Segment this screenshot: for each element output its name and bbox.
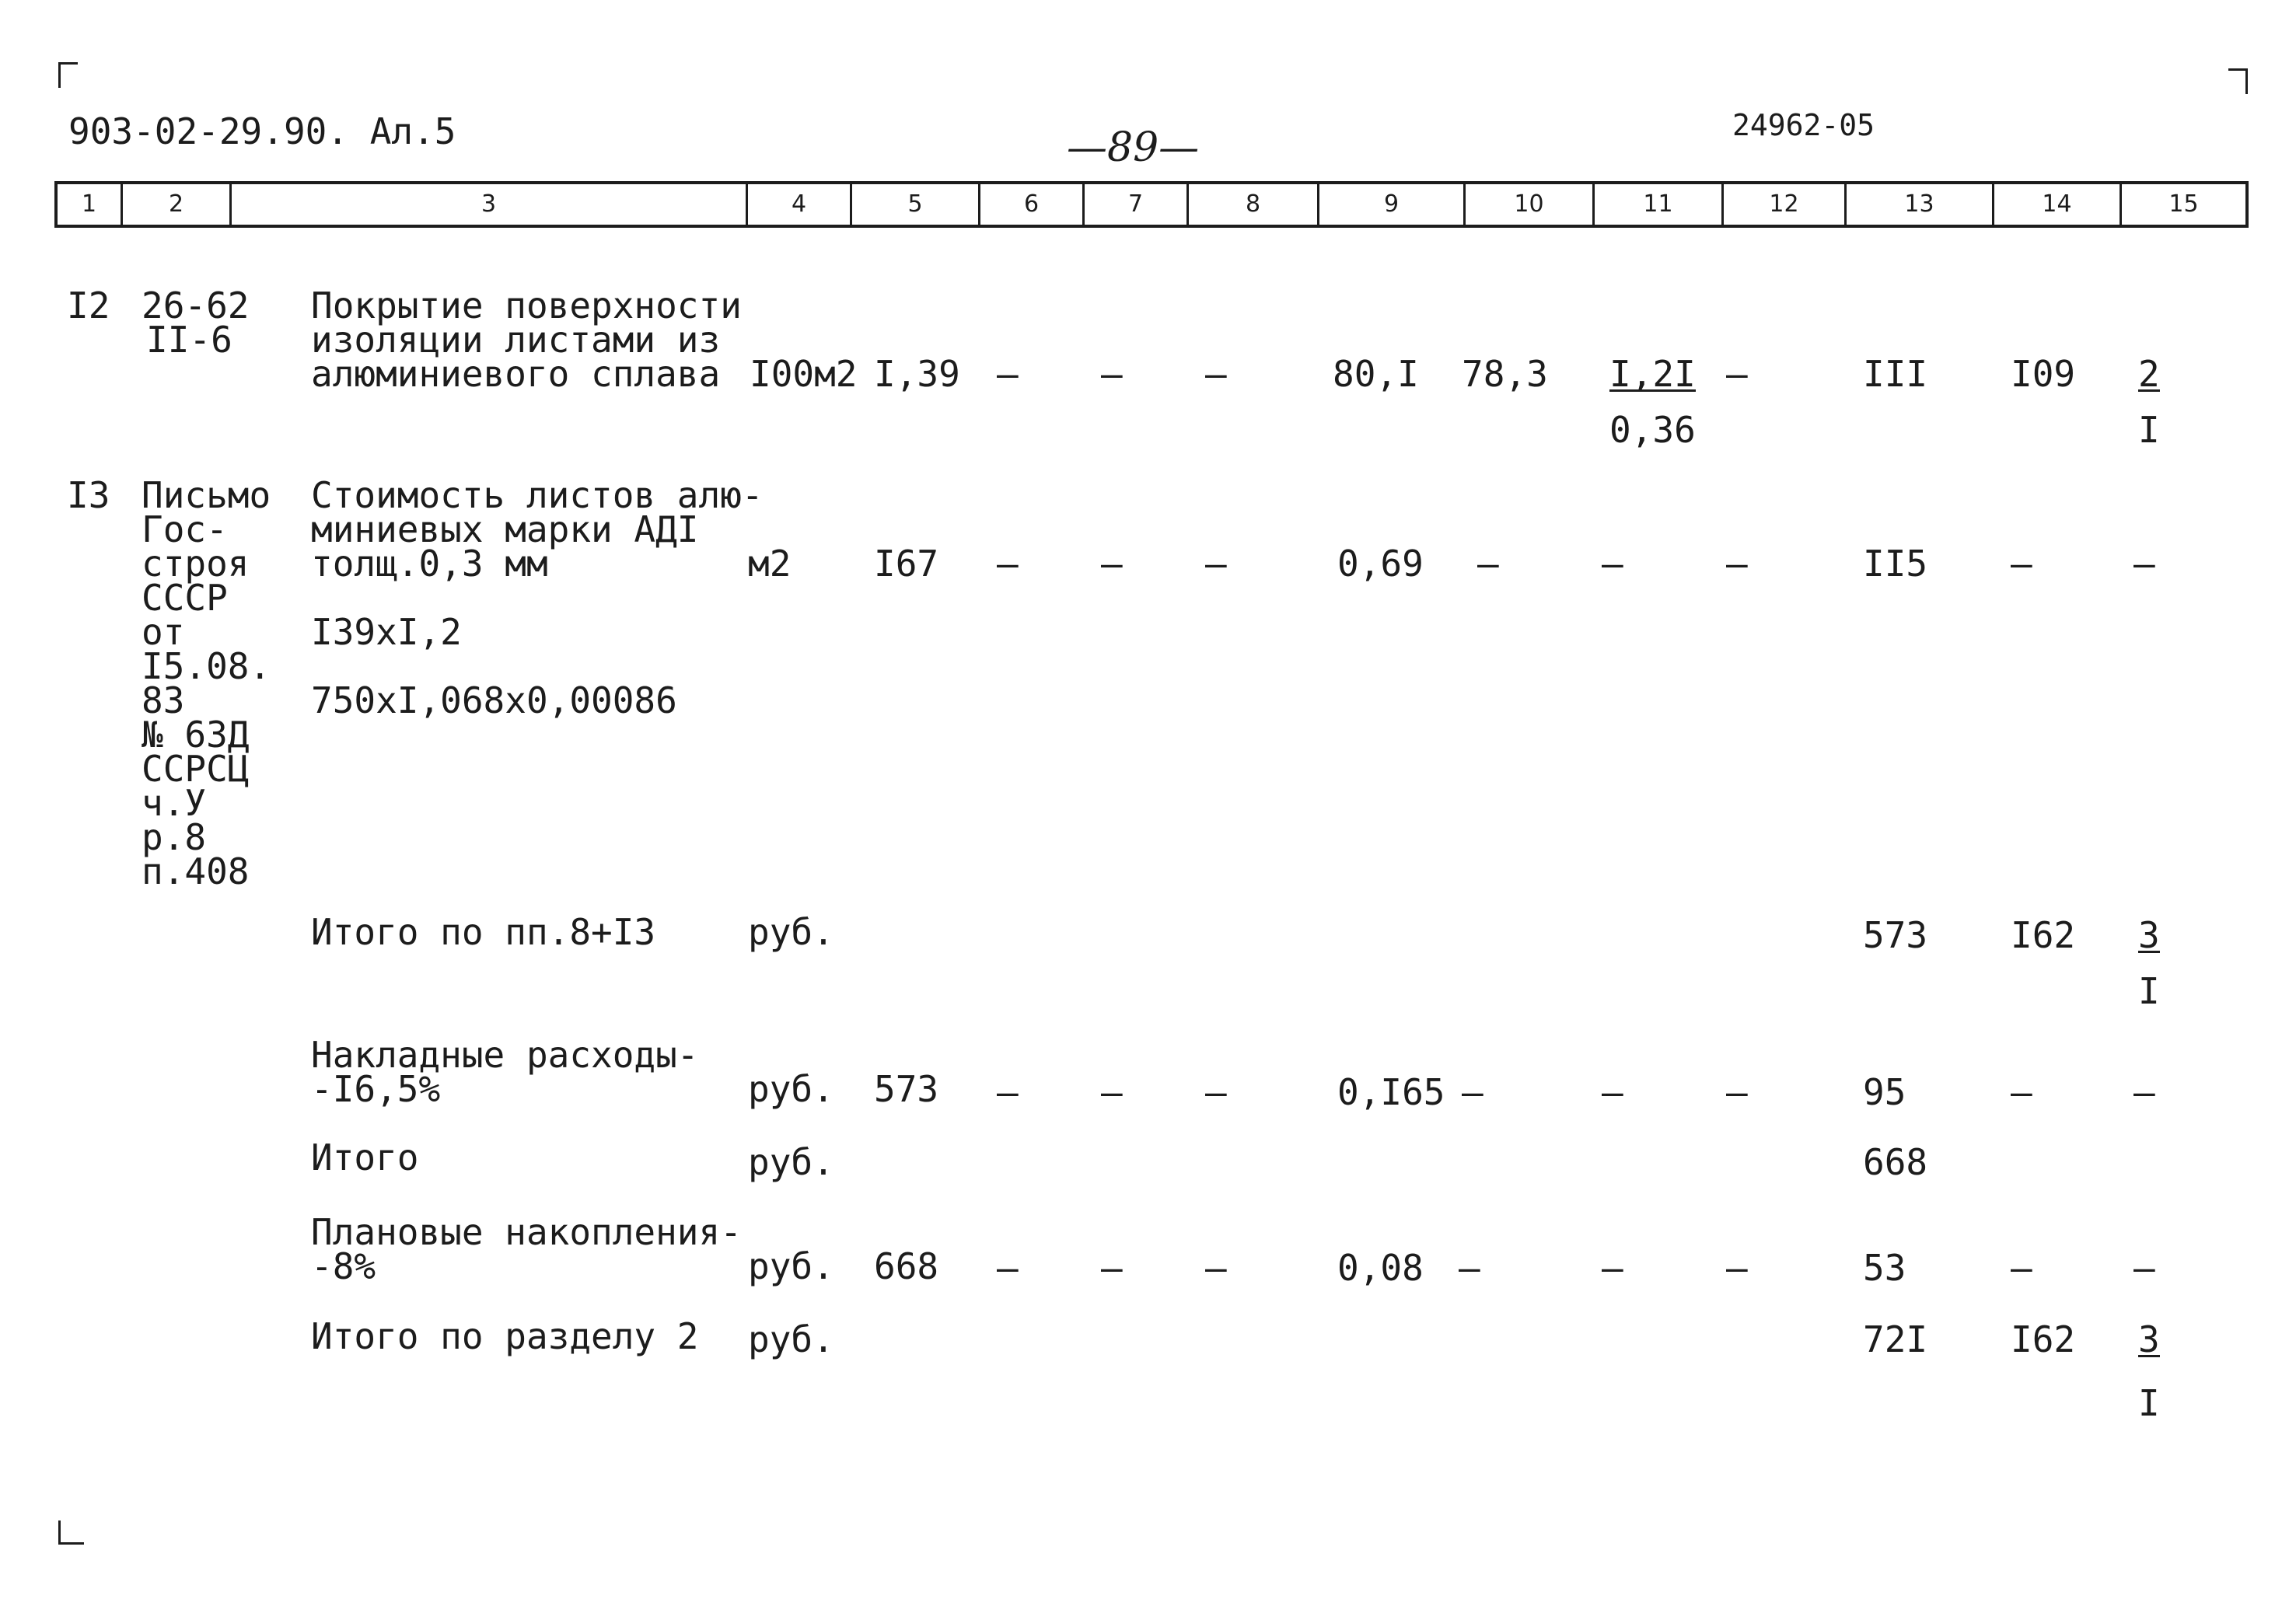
cell-col8: – — [1205, 1071, 1227, 1113]
cell-col10: – — [1462, 1071, 1483, 1113]
unit: руб. — [748, 1245, 834, 1287]
cell-col13: 573 — [1863, 914, 1928, 956]
cell-col8: – — [1205, 1247, 1227, 1289]
cell-col10: – — [1477, 543, 1499, 585]
cell-col15-second: I — [2138, 1382, 2160, 1424]
description: алюминиевого сплава — [311, 353, 721, 395]
reference: 26-62 — [142, 285, 250, 326]
cell-col7: – — [1101, 1071, 1123, 1113]
row-number: I2 — [67, 285, 110, 326]
reference: Письмо — [142, 474, 271, 516]
reference: ч.У — [142, 782, 207, 824]
cell-col15: – — [2133, 1071, 2155, 1113]
cell-col11-value: I,2I — [1609, 353, 1696, 395]
cell-col14: I62 — [2011, 1318, 2076, 1360]
cell-col14: I09 — [2011, 353, 2076, 395]
cell-col10: – — [1459, 1247, 1480, 1289]
cell-col15-value: 3 — [2138, 914, 2160, 956]
calculation: 750хI,068х0,00086 — [311, 679, 677, 721]
description: Покрытие поверхности — [311, 285, 742, 326]
description: изоляции листами из — [311, 319, 721, 361]
cell-col13: III — [1863, 353, 1928, 395]
cell-col8: – — [1205, 353, 1227, 395]
column-header: 4 — [748, 184, 852, 225]
cell-col7: – — [1101, 353, 1123, 395]
cell-col15: – — [2133, 1247, 2155, 1289]
cell-col15-second: I — [2138, 409, 2160, 451]
row-number: I3 — [67, 474, 110, 516]
cell-col15 — [2138, 1318, 2160, 1360]
cell-col12: – — [1726, 1247, 1748, 1289]
description: миниевых марки АДI — [311, 508, 699, 550]
cell-col15-value: 3 — [2138, 1318, 2160, 1360]
unit: руб. — [748, 1141, 834, 1183]
column-header: 11 — [1595, 184, 1724, 225]
reference: строя — [142, 543, 250, 585]
description: Стоимость листов алю- — [311, 474, 764, 516]
description: Итого — [311, 1136, 419, 1178]
reference: СССР — [142, 577, 228, 619]
reference: п.408 — [142, 850, 250, 892]
calculation: I39хI,2 — [311, 611, 462, 653]
description: -I6,5% — [311, 1068, 441, 1110]
column-header-row — [54, 181, 2249, 228]
quantity: 668 — [874, 1245, 939, 1287]
cell-col6: – — [997, 543, 1019, 585]
cell-col13: II5 — [1863, 543, 1928, 585]
cell-col6: – — [997, 1071, 1019, 1113]
corner-mark-top-left — [58, 62, 78, 88]
cell-col12: – — [1726, 1071, 1748, 1113]
cell-col13: 668 — [1863, 1141, 1928, 1183]
cell-col11: – — [1602, 1071, 1623, 1113]
reference: II-6 — [146, 319, 232, 361]
reference: ССРСЦ — [142, 748, 250, 790]
column-header: 2 — [123, 184, 232, 225]
cell-col7: – — [1101, 543, 1123, 585]
cell-col14: I62 — [2011, 914, 2076, 956]
column-header: 15 — [2168, 190, 2199, 218]
cell-col10: 78,3 — [1462, 353, 1548, 395]
cell-col9: 0,I65 — [1337, 1071, 1445, 1113]
cell-col11-second: 0,36 — [1609, 409, 1696, 451]
column-header: 13 — [1847, 184, 1994, 225]
cell-col6: – — [997, 1247, 1019, 1289]
cell-col11: – — [1602, 1247, 1623, 1289]
column-header: 3 — [232, 184, 748, 225]
cell-col13: 53 — [1863, 1247, 1906, 1289]
unit: I00м2 — [750, 353, 858, 395]
unit: руб. — [748, 1068, 834, 1110]
cell-col11 — [1609, 353, 1696, 395]
reference: I5.08. — [142, 645, 271, 687]
cell-col9: 0,08 — [1337, 1247, 1424, 1289]
cell-col15 — [2138, 353, 2160, 395]
reference: от — [142, 611, 185, 653]
document-code: 903-02-29.90. Ал.5 — [68, 110, 456, 152]
cell-col9: 80,I — [1333, 353, 1419, 395]
cell-col13: 72I — [1863, 1318, 1928, 1360]
column-header: 12 — [1724, 184, 1847, 225]
description: -8% — [311, 1245, 376, 1287]
cell-col6: – — [997, 353, 1019, 395]
cell-col15-value: 2 — [2138, 353, 2160, 395]
quantity: I67 — [874, 543, 939, 585]
cell-col8: – — [1205, 543, 1227, 585]
inventory-number: 24962-05 — [1732, 108, 1875, 142]
reference: Гос- — [142, 508, 228, 550]
unit: руб. — [748, 911, 834, 953]
description: Накладные расходы- — [311, 1034, 699, 1076]
description: Итого по пп.8+I3 — [311, 911, 656, 953]
column-header: 10 — [1466, 184, 1595, 225]
cell-col7: – — [1101, 1247, 1123, 1289]
cell-col15: – — [2133, 543, 2155, 585]
cell-col9: 0,69 — [1337, 543, 1424, 585]
column-header: 6 — [980, 184, 1085, 225]
reference: р.8 — [142, 816, 207, 858]
cell-col11: – — [1602, 543, 1623, 585]
cell-col12: – — [1726, 353, 1748, 395]
page-number: —89— — [1067, 124, 1200, 171]
quantity: I,39 — [874, 353, 960, 395]
corner-mark-bottom-left — [58, 1520, 84, 1545]
description: Итого по разделу 2 — [311, 1315, 699, 1357]
description: толщ.0,3 мм — [311, 543, 548, 585]
description: Плановые накопления- — [311, 1211, 742, 1253]
unit: руб. — [748, 1318, 834, 1360]
cell-col15-second: I — [2138, 970, 2160, 1012]
cell-col14: – — [2011, 543, 2032, 585]
column-header: 9 — [1319, 184, 1466, 225]
reference: № 63Д — [142, 714, 250, 756]
corner-mark-top-right — [2228, 68, 2248, 94]
column-header: 8 — [1189, 184, 1319, 225]
reference: 83 — [142, 679, 185, 721]
cell-col14: – — [2011, 1247, 2032, 1289]
column-header: 5 — [852, 184, 980, 225]
quantity: 573 — [874, 1068, 939, 1110]
column-header: 7 — [1085, 184, 1189, 225]
cell-col14: – — [2011, 1071, 2032, 1113]
column-header: 1 — [58, 184, 123, 225]
unit: м2 — [748, 543, 792, 585]
cell-col12: – — [1726, 543, 1748, 585]
column-header: 14 — [1994, 184, 2122, 225]
cell-col15 — [2138, 914, 2160, 956]
cell-col13: 95 — [1863, 1071, 1906, 1113]
